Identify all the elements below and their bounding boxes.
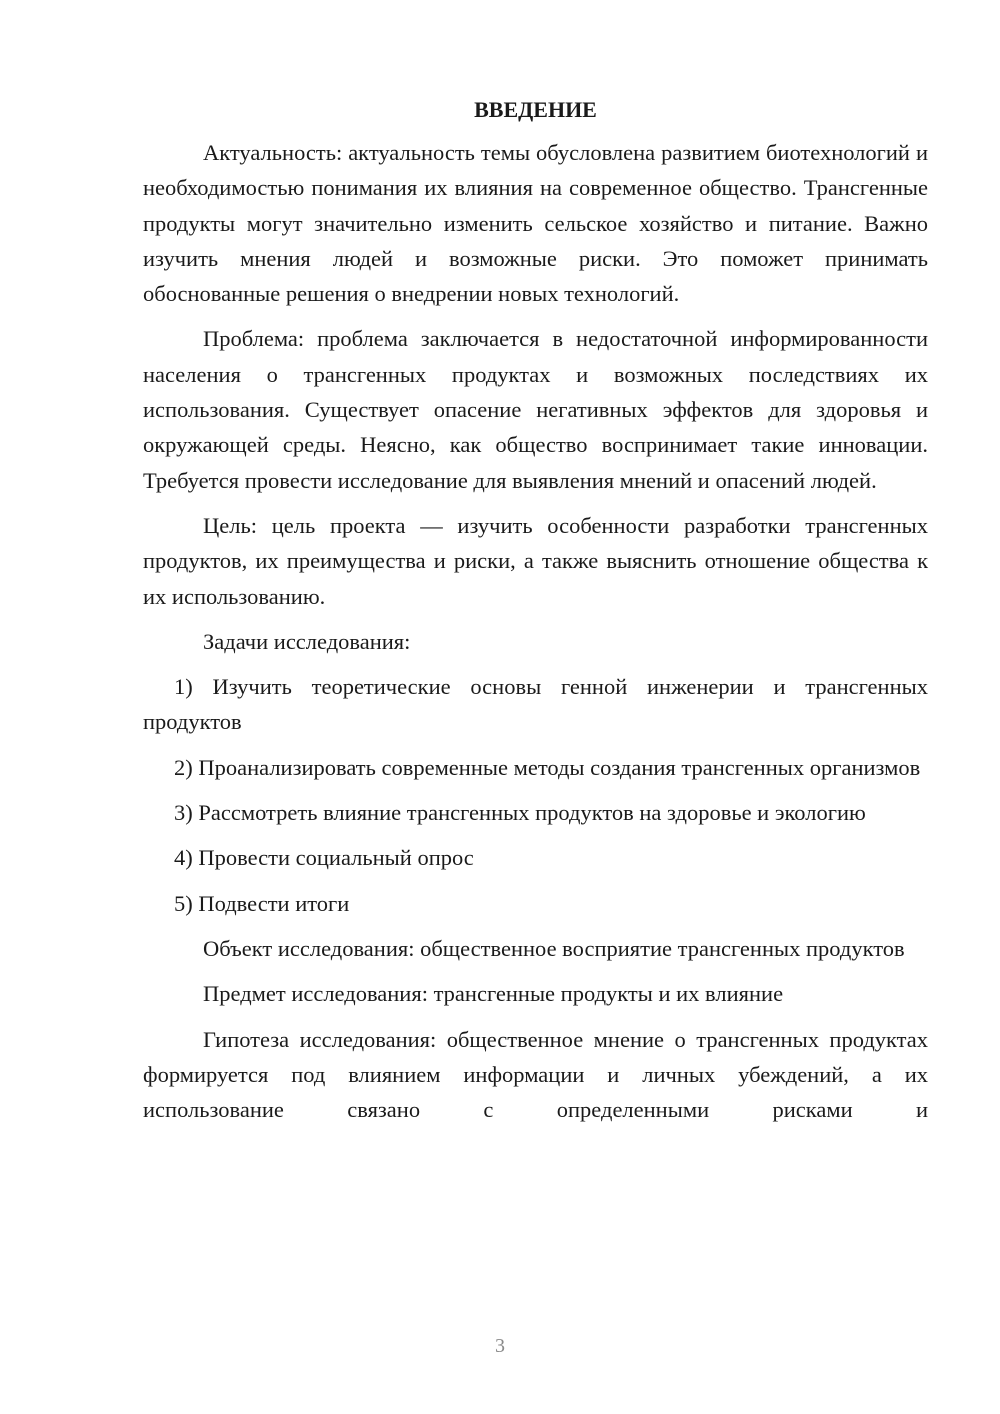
paragraph-subject: Предмет исследования: трансгенные продукты и их влияние	[203, 981, 784, 1007]
page-number: 3	[495, 1335, 505, 1357]
paragraph-goal: Цель: цель проекта — изучить особенности разработки трансгенных продуктов, их преимущества и риски, а также выяснить отношение общества к их использованию.	[143, 512, 928, 609]
task-item-5: 5) Подвести итоги	[174, 890, 350, 916]
tasks-title: Задачи исследования:	[203, 628, 411, 654]
paragraph-problem: Проблема: проблема заключается в недостаточной информированности населения о трансгенных продуктах и возможных последствиях их использования. Существует опасение негативных эффектов для здоровья и окружающей среды. Неясно, как общество воспринимает такие инновации. Требуется провести исследование для выявления мнений и опасений людей.	[143, 326, 928, 493]
task-item-1: 1) Изучить теоретические основы генной инженерии и трансгенных продуктов	[143, 674, 928, 735]
section-heading: ВВЕДЕНИЕ	[474, 97, 597, 122]
paragraph-relevance: Актуальность: актуальность темы обусловлена развитием биотехнологий и необходимостью понимания их влияния на современное общество. Трансгенные продукты могут значительно изменить сельское хозяйство и питание. Важно изучить мнения людей и возможные риски. Это поможет принимать обоснованные решения о внедрении новых технологий.	[143, 140, 928, 307]
task-item-3: 3) Рассмотреть влияние трансгенных продуктов на здоровье и экологию	[174, 800, 866, 826]
page-content	[143, 92, 928, 1127]
paragraph-hypothesis: Гипотеза исследования: общественное мнение о трансгенных продуктах формируется под влиянием информации и личных убеждений, а их использование связано с определенными рисками и	[143, 1026, 928, 1123]
task-item-4: 4) Провести социальный опрос	[174, 845, 474, 871]
task-item-2: 2) Проанализировать современные методы создания трансгенных организмов	[174, 754, 921, 780]
paragraph-object: Объект исследования: общественное восприятие трансгенных продуктов	[203, 935, 905, 961]
